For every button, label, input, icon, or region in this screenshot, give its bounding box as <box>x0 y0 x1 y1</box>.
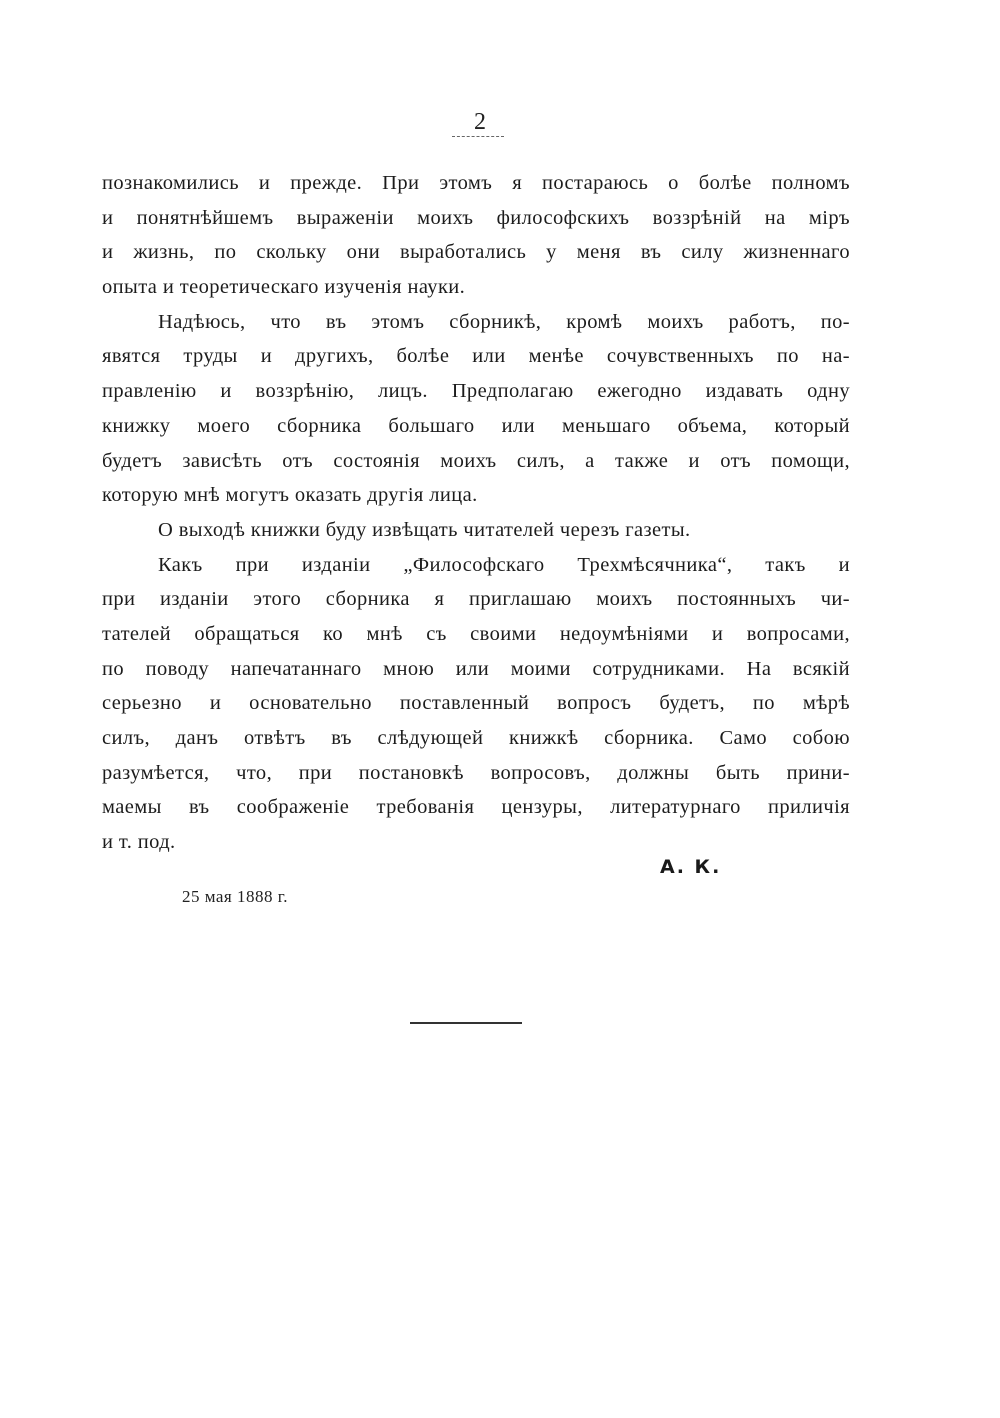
text-line: при изданіи этого сборника я приглашаю моихъ постоянныхъ чи- <box>102 588 850 611</box>
text-line: опыта и теоретическаго изученія науки. <box>102 276 466 299</box>
body-text <box>102 166 850 860</box>
date-line: 25 мая 1888 г. <box>182 887 289 906</box>
text-line: разумѣется, что, при постановкѣ вопросовъ, должны быть прини- <box>102 761 850 784</box>
text-line: тателей обращаться ко мнѣ съ своими недоумѣніями и вопросами, <box>102 622 850 645</box>
text-line: серьезно и основательно поставленный вопросъ будетъ, по мѣрѣ <box>102 692 850 715</box>
text-line: будетъ зависѣть отъ состоянія моихъ силъ, а также и отъ помощи, <box>102 449 850 472</box>
text-line: силъ, данъ отвѣтъ въ слѣдующей книжкѣ сборника. Само собою <box>102 727 850 749</box>
text-line: Какъ при изданіи „Философскаго Трехмѣсячника“, такъ и <box>158 553 850 576</box>
end-rule-divider <box>410 1022 522 1024</box>
text-line: и понятнѣйшемъ выраженіи моихъ философскихъ воззрѣній на міръ <box>102 206 850 229</box>
text-line: О выходѣ книжки буду извѣщать читателей черезъ газеты. <box>158 518 691 541</box>
text-line: и жизнь, по скольку они выработались у меня въ силу жизненнаго <box>102 241 850 264</box>
text-line: правленію и воззрѣнію, лицъ. Предполагаю ежегодно издавать одну <box>102 380 850 403</box>
text-line: маемы въ соображеніе требованія цензуры, литературнаго приличія <box>102 796 850 819</box>
page-number: 2 <box>474 109 486 135</box>
text-line: познакомились и прежде. При этомъ я постараюсь о болѣе полномъ <box>102 172 850 194</box>
page-number-underline <box>452 136 504 137</box>
author-signature: А. К. <box>660 856 722 878</box>
text-line: явятся труды и другихъ, болѣе или менѣе сочувственныхъ по на- <box>102 345 850 368</box>
text-line: по поводу напечатаннаго мною или моими сотрудниками. На всякій <box>102 657 850 680</box>
text-line: Надѣюсь, что въ этомъ сборникѣ, кромѣ моихъ работъ, по- <box>158 310 850 333</box>
text-line: которую мнѣ могутъ оказать другія лица. <box>102 484 478 507</box>
text-line: книжку моего сборника большаго или меньшаго объема, который <box>102 414 850 437</box>
text-line: и т. под. <box>102 831 176 854</box>
